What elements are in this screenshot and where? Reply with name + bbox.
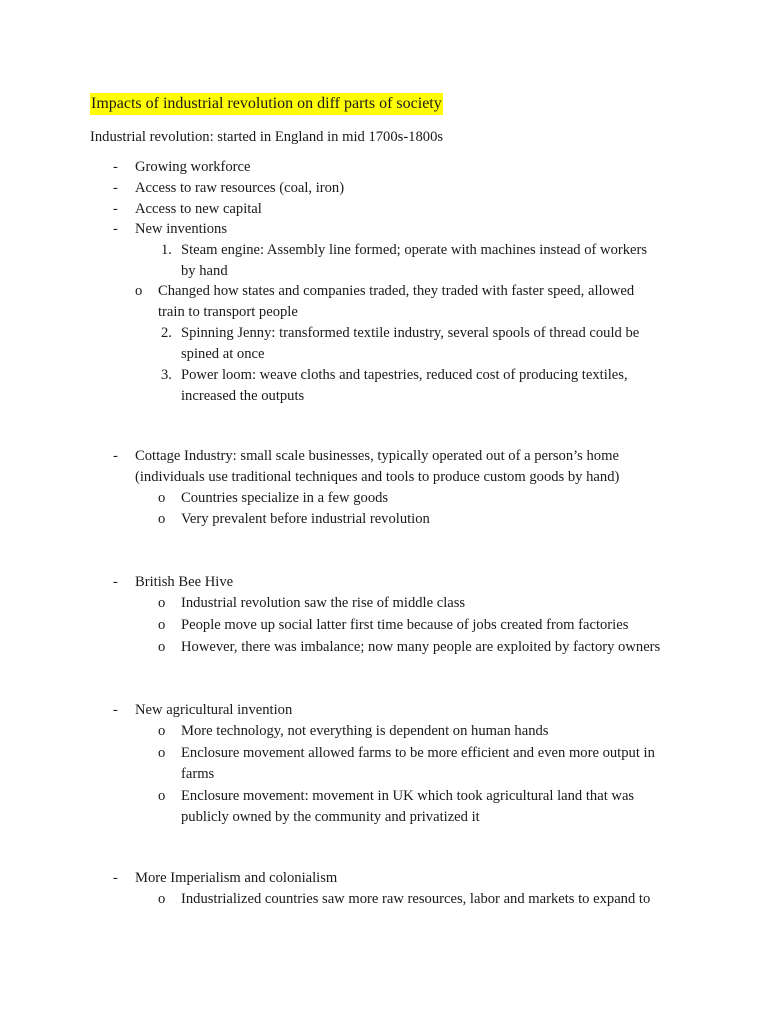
sub-item: Very prevalent before industrial revolution bbox=[181, 511, 430, 527]
list-item: British Bee Hive bbox=[135, 574, 234, 590]
list-item: Access to new capital bbox=[135, 201, 262, 217]
circle-marker: o bbox=[158, 745, 166, 761]
document-title: Impacts of industrial revolution on diff parts of society bbox=[90, 93, 443, 115]
numbered-item: Spinning Jenny: transformed textile industry, several spools of thread could be bbox=[181, 325, 640, 341]
numbered-item: Power loom: weave cloths and tapestries, reduced cost of producing textiles, bbox=[181, 367, 628, 383]
sub-item: Enclosure movement allowed farms to be more efficient and even more output in bbox=[181, 745, 655, 761]
circle-marker: o bbox=[158, 788, 166, 804]
number-marker: 3. bbox=[161, 367, 172, 383]
sub-item: Industrialized countries saw more raw resources, labor and markets to expand to bbox=[181, 891, 651, 907]
list-item: New agricultural invention bbox=[135, 702, 293, 718]
sub-item: However, there was imbalance; now many people are exploited by factory owners bbox=[181, 639, 661, 655]
number-marker: 2. bbox=[161, 325, 172, 341]
circle-marker: o bbox=[158, 617, 166, 633]
intro-line: Industrial revolution: started in England in mid 1700s-1800s bbox=[90, 129, 444, 145]
circle-marker: o bbox=[158, 511, 166, 527]
circle-marker: o bbox=[158, 595, 166, 611]
numbered-item-continuation: by hand bbox=[181, 263, 228, 279]
sub-item: Enclosure movement: movement in UK which took agricultural land that was bbox=[181, 788, 635, 804]
sub-item-continuation: train to transport people bbox=[158, 304, 298, 320]
circle-marker: o bbox=[158, 490, 166, 506]
list-item: Growing workforce bbox=[135, 159, 251, 175]
number-marker: 1. bbox=[161, 242, 172, 258]
sub-item: Countries specialize in a few goods bbox=[181, 490, 389, 506]
circle-marker: o bbox=[158, 891, 166, 907]
bullet-dash: - bbox=[113, 702, 118, 718]
list-item: New inventions bbox=[135, 221, 228, 237]
numbered-item: Steam engine: Assembly line formed; operate with machines instead of workers bbox=[181, 242, 648, 258]
circle-marker: o bbox=[158, 723, 166, 739]
sub-item: Industrial revolution saw the rise of middle class bbox=[181, 595, 466, 611]
circle-marker: o bbox=[158, 639, 166, 655]
sub-item: More technology, not everything is dependent on human hands bbox=[181, 723, 549, 739]
bullet-dash: - bbox=[113, 870, 118, 886]
sub-item-continuation: farms bbox=[181, 766, 215, 782]
sub-item-continuation: publicly owned by the community and privatized it bbox=[181, 809, 480, 825]
list-item: Access to raw resources (coal, iron) bbox=[135, 180, 345, 196]
list-item-continuation: (individuals use traditional techniques and tools to produce custom goods by hand) bbox=[135, 469, 620, 485]
sub-item: Changed how states and companies traded, they traded with faster speed, allowed bbox=[158, 283, 635, 299]
list-item: Cottage Industry: small scale businesses, typically operated out of a person’s home bbox=[135, 448, 619, 464]
bullet-dash: - bbox=[113, 180, 118, 196]
sub-item: People move up social latter first time because of jobs created from factories bbox=[181, 617, 629, 633]
numbered-item-continuation: increased the outputs bbox=[181, 388, 305, 404]
list-item: More Imperialism and colonialism bbox=[135, 870, 338, 886]
numbered-item-continuation: spined at once bbox=[181, 346, 265, 362]
circle-marker: o bbox=[135, 283, 143, 299]
bullet-dash: - bbox=[113, 201, 118, 217]
bullet-dash: - bbox=[113, 221, 118, 237]
bullet-dash: - bbox=[113, 574, 118, 590]
bullet-dash: - bbox=[113, 448, 118, 464]
bullet-dash: - bbox=[113, 159, 118, 175]
